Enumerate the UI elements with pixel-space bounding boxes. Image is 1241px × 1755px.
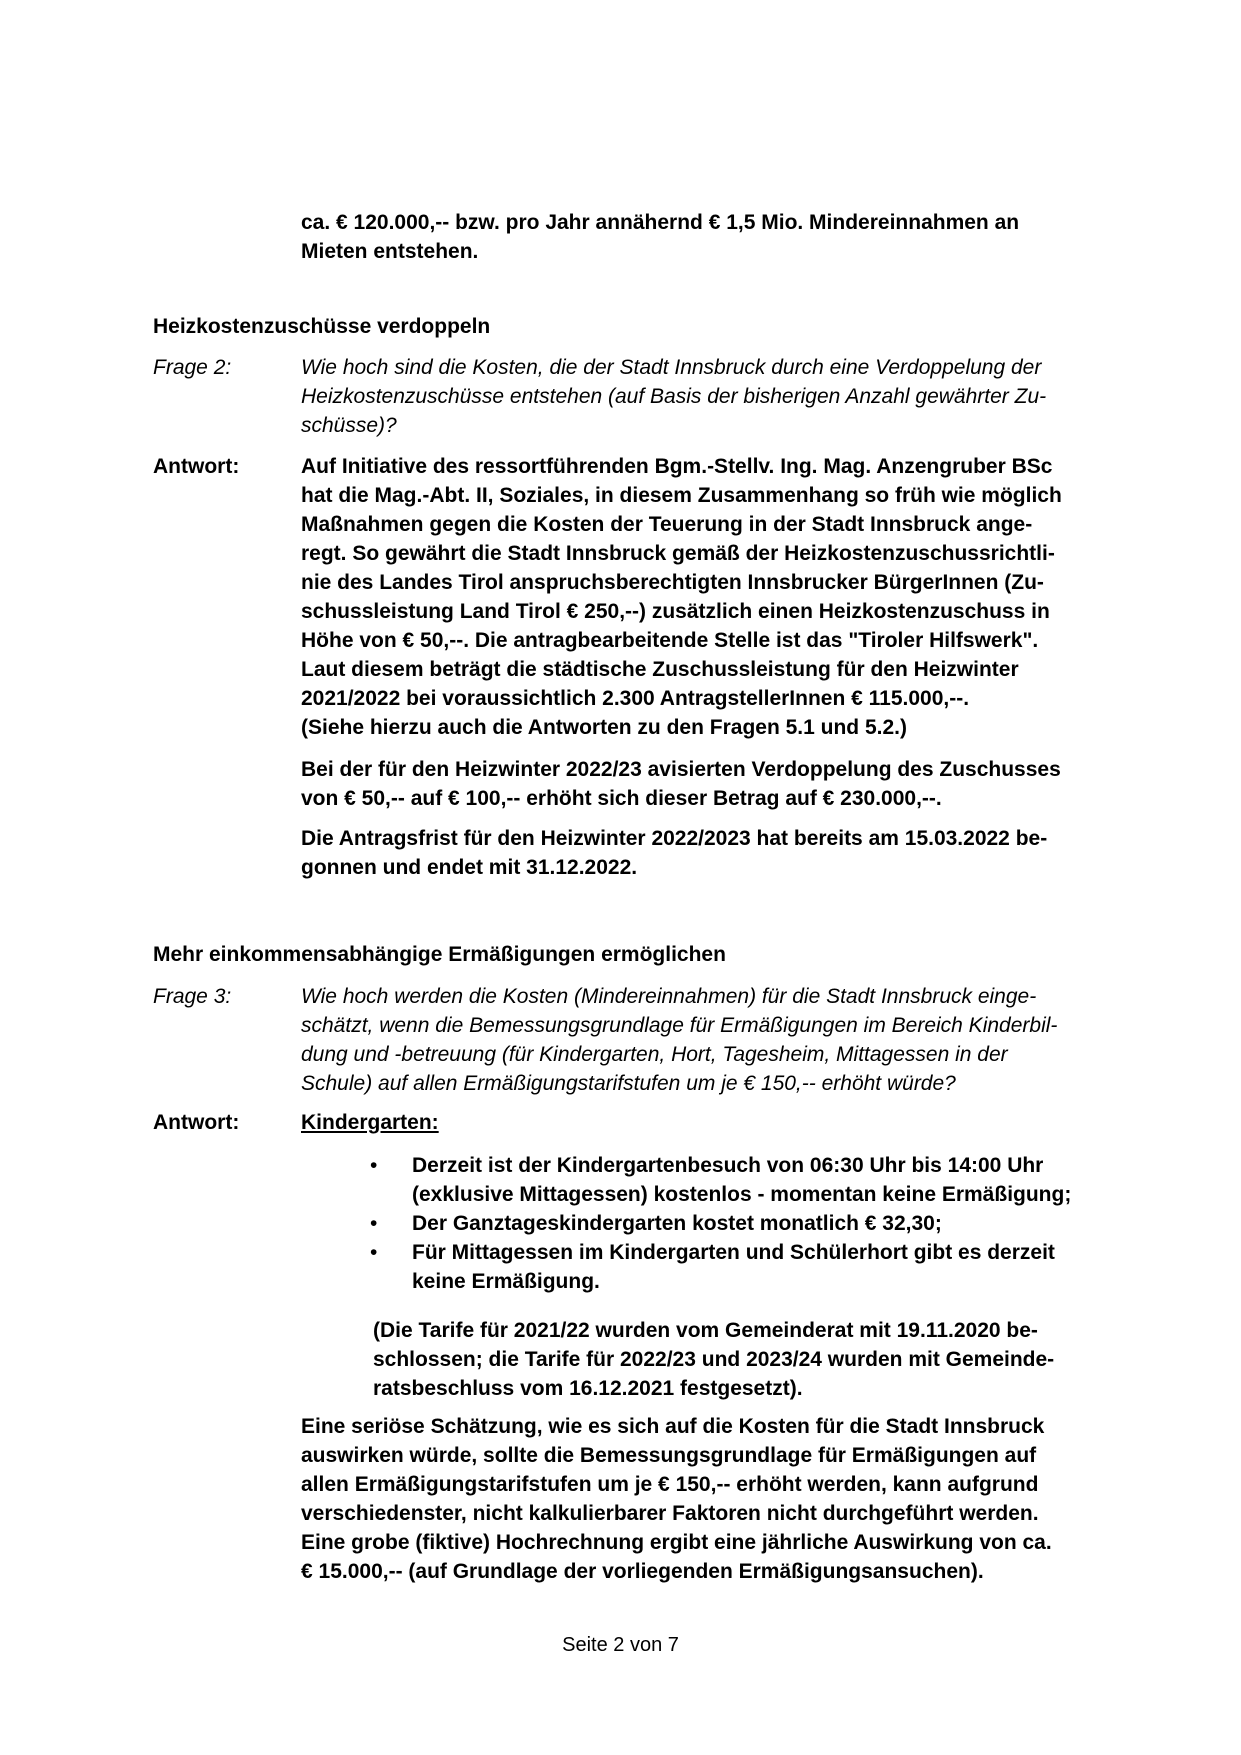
answer-label: Antwort: xyxy=(153,455,240,478)
text-line: Mieten entstehen. xyxy=(301,240,479,263)
text-line: € 15.000,-- (auf Grundlage der vorliegenden Ermäßigungsansuchen). xyxy=(301,1560,984,1583)
text-line: schussleistung Land Tirol € 250,--) zusätzlich einen Heizkostenzuschuss in xyxy=(301,600,1050,623)
text-line: keine Ermäßigung. xyxy=(412,1270,600,1293)
section-heading-heizkosten: Heizkostenzuschüsse verdoppeln xyxy=(153,315,491,338)
text-line: Eine seriöse Schätzung, wie es sich auf die Kosten für die Stadt Innsbruck xyxy=(301,1415,1045,1438)
text-line: schätzt, wenn die Bemessungsgrundlage für Ermäßigungen im Bereich Kinderbil- xyxy=(301,1014,1058,1037)
tariff-note xyxy=(373,1316,1143,1403)
text-line: Bei der für den Heizwinter 2022/23 avisierten Verdoppelung des Zuschusses xyxy=(301,758,1061,781)
list-item xyxy=(412,1151,1147,1209)
text-line: Eine grobe (fiktive) Hochrechnung ergibt eine jährliche Auswirkung von ca. xyxy=(301,1531,1052,1554)
question-label: Frage 2: xyxy=(153,356,232,379)
text-line: verschiedenster, nicht kalkulierbarer Faktoren nicht durchgeführt werden. xyxy=(301,1502,1039,1525)
text-line: Höhe von € 50,--. Die antragbearbeitende Stelle ist das "Tiroler Hilfswerk". xyxy=(301,629,1039,652)
text-line: Der Ganztageskindergarten kostet monatlich € 32,30; xyxy=(412,1212,942,1235)
text-line: hat die Mag.-Abt. II, Soziales, in diesem Zusammenhang so früh wie möglich xyxy=(301,484,1062,507)
text-line: Die Antragsfrist für den Heizwinter 2022/2023 hat bereits am 15.03.2022 be- xyxy=(301,827,1048,850)
text-line: Auf Initiative des ressortführenden Bgm.-Stellv. Ing. Mag. Anzengruber BSc xyxy=(301,455,1053,478)
text-line: Laut diesem beträgt die städtische Zuschussleistung für den Heizwinter xyxy=(301,658,1019,681)
intro-paragraph xyxy=(301,208,1133,266)
text-line: Derzeit ist der Kindergartenbesuch von 06:30 Uhr bis 14:00 Uhr xyxy=(412,1154,1044,1177)
text-line: nie des Landes Tirol anspruchsberechtigten Innsbrucker BürgerInnen (Zu- xyxy=(301,571,1044,594)
text-line: dung und -betreuung (für Kindergarten, Hort, Tagesheim, Mittagessen in der xyxy=(301,1043,1008,1066)
answer-paragraph-3 xyxy=(301,824,1133,882)
text-line: Wie hoch werden die Kosten (Mindereinnahmen) für die Stadt Innsbruck einge- xyxy=(301,985,1037,1008)
question-label: Frage 3: xyxy=(153,985,232,1008)
bullet-icon: • xyxy=(370,1241,378,1264)
text-line: Schule) auf allen Ermäßigungstarifstufen um je € 150,-- erhöht würde? xyxy=(301,1072,956,1095)
estimate-paragraph xyxy=(301,1412,1133,1586)
question-text xyxy=(301,982,1133,1098)
bullet-list xyxy=(0,1151,1241,1291)
text-line: auswirken würde, sollte die Bemessungsgrundlage für Ermäßigungen auf xyxy=(301,1444,1037,1467)
question-text xyxy=(301,353,1133,440)
text-line: (exklusive Mittagessen) kostenlos - momentan keine Ermäßigung; xyxy=(412,1183,1072,1206)
section-heading-ermaessigungen: Mehr einkommensabhängige Ermäßigungen ermöglichen xyxy=(153,943,726,966)
text-line: Heizkostenzuschüsse entstehen (auf Basis der bisherigen Anzahl gewährter Zu- xyxy=(301,385,1047,408)
text-line: schüsse)? xyxy=(301,414,397,437)
page-number: Seite 2 von 7 xyxy=(562,1634,679,1656)
answer-paragraph-2 xyxy=(301,755,1133,813)
text-line: allen Ermäßigungstarifstufen um je € 150,-- erhöht werden, kann aufgrund xyxy=(301,1473,1039,1496)
text-line: ratsbeschluss vom 16.12.2021 festgesetzt). xyxy=(373,1377,803,1400)
text-line: Für Mittagessen im Kindergarten und Schülerhort gibt es derzeit xyxy=(412,1241,1055,1264)
text-line: schlossen; die Tarife für 2022/23 und 2023/24 wurden mit Gemeinde- xyxy=(373,1348,1055,1371)
bullet-icon: • xyxy=(370,1154,378,1177)
text-line: 2021/2022 bei voraussichtlich 2.300 AntragstellerInnen € 115.000,--. xyxy=(301,687,970,710)
bullet-icon: • xyxy=(370,1212,378,1235)
text-line: regt. So gewährt die Stadt Innsbruck gemäß der Heizkostenzuschussrichtli- xyxy=(301,542,1055,565)
text-line: ca. € 120.000,-- bzw. pro Jahr annähernd € 1,5 Mio. Mindereinnahmen an xyxy=(301,211,1020,234)
answer-paragraph-1 xyxy=(301,452,1133,742)
text-line: gonnen und endet mit 31.12.2022. xyxy=(301,856,638,879)
text-line: Maßnahmen gegen die Kosten der Teuerung in der Stadt Innsbruck ange- xyxy=(301,513,1033,536)
text-line: von € 50,-- auf € 100,-- erhöht sich dieser Betrag auf € 230.000,--. xyxy=(301,787,942,810)
answer-label: Antwort: xyxy=(153,1111,240,1134)
list-item xyxy=(412,1238,1147,1296)
text-line: (Die Tarife für 2021/22 wurden vom Gemeinderat mit 19.11.2020 be- xyxy=(373,1319,1038,1342)
text-line: Wie hoch sind die Kosten, die der Stadt Innsbruck durch eine Verdoppelung der xyxy=(301,356,1042,379)
text-line: (Siehe hierzu auch die Antworten zu den Fragen 5.1 und 5.2.) xyxy=(301,716,907,739)
subheading-kindergarten: Kindergarten: xyxy=(301,1111,439,1134)
list-item xyxy=(412,1209,1147,1238)
